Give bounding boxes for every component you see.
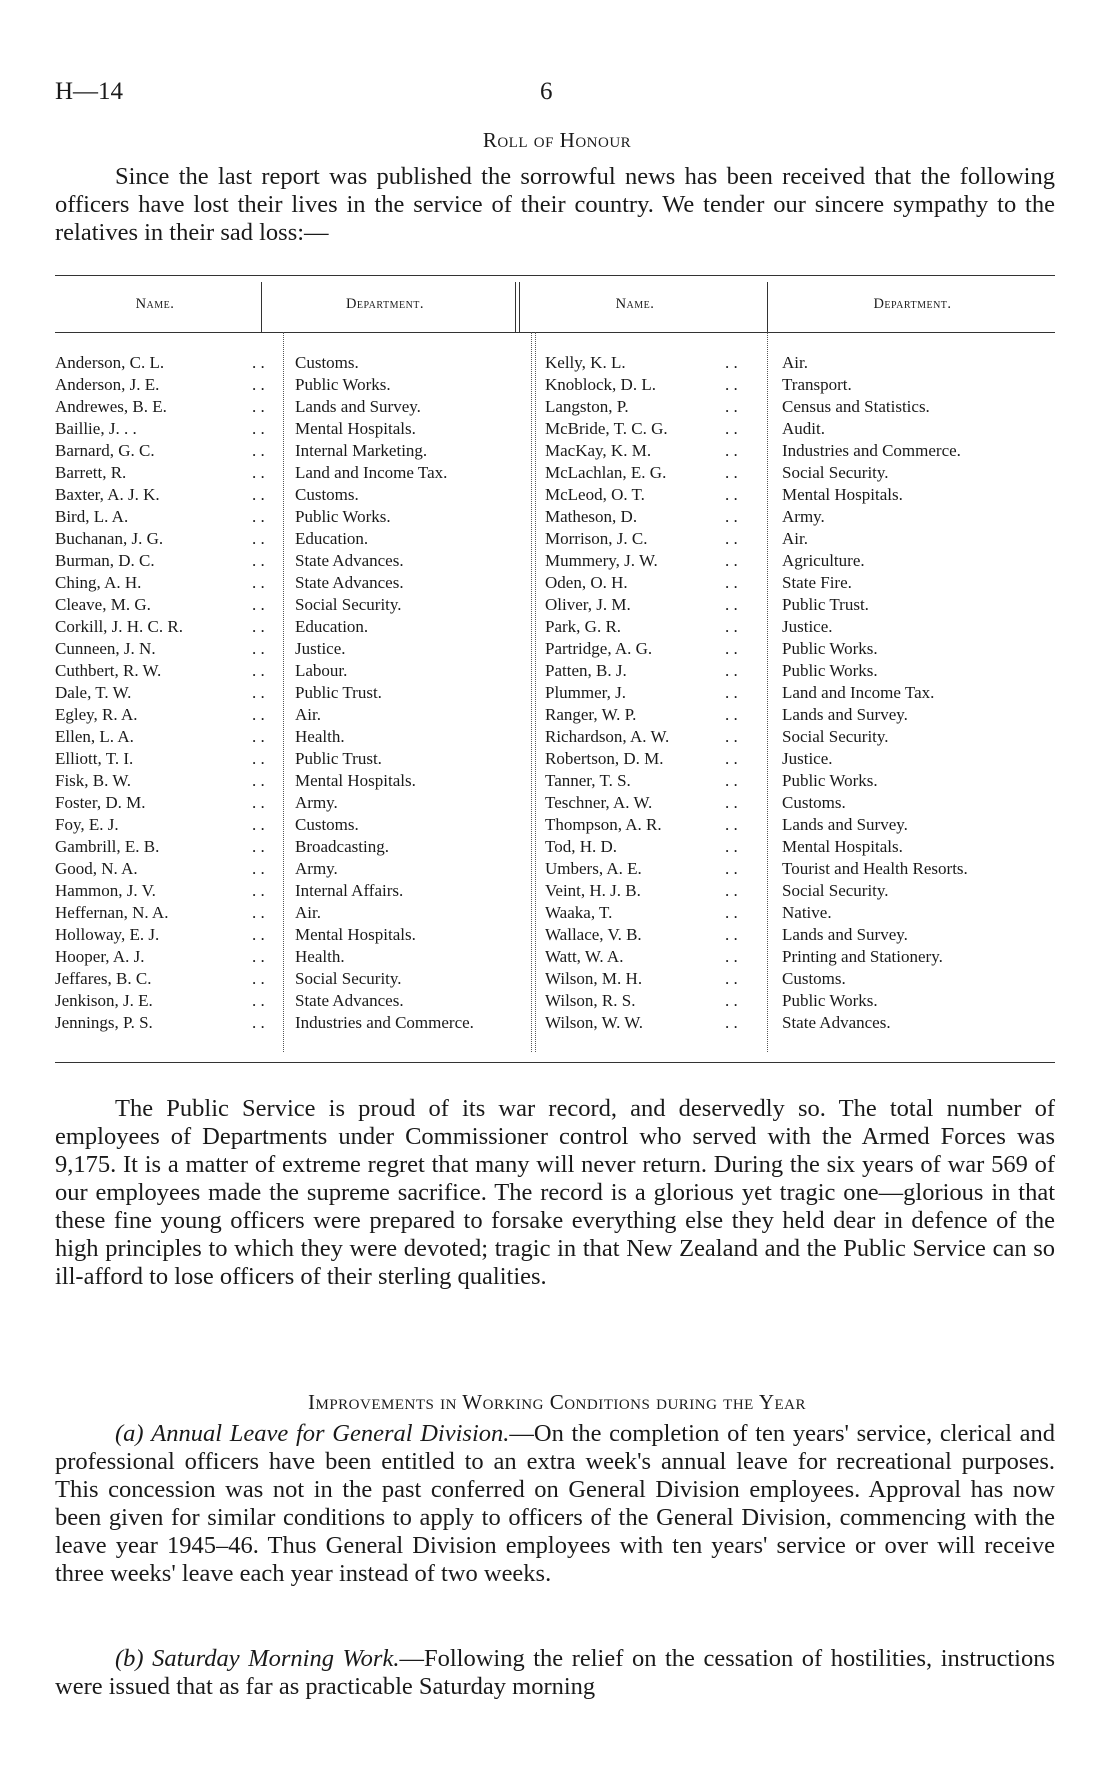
officer-name: Barnard, G. C. xyxy=(55,441,155,460)
leader-dots: . . xyxy=(252,441,265,460)
officer-name: Partridge, A. G. xyxy=(545,639,653,658)
column-header-name-right: Name. xyxy=(615,296,655,312)
leader-dots: . . xyxy=(252,727,265,746)
officer-department: Public Works. xyxy=(295,375,391,394)
right-leader-dots xyxy=(725,352,763,1034)
officer-department: Army. xyxy=(295,793,338,812)
right-departments-column xyxy=(782,352,1055,1034)
officer-department: Mental Hospitals. xyxy=(295,771,416,790)
officer-name: Park, G. R. xyxy=(545,617,622,636)
leader-dots: . . xyxy=(725,837,738,856)
leader-dots: . . xyxy=(252,1013,265,1032)
officer-department: Education. xyxy=(295,529,369,548)
war-record-paragraph: The Public Service is proud of its war record, and deservedly so. The total number of employees of Departments under Commissioner control who served with the Armed Forces was 9,175. It is a matter of extreme regret that many will never return. During the six years of war 569 of our employees made the supreme sacrifice. The record is a glorious yet tragic one—glorious in that these fine young officers were prepared to forsake everything else they held dear in defence of the high principles to which they were devoted; tragic in that New Zealand and the Public Service can so ill-afford to lose officers of their sterling qualities. xyxy=(55,1095,1055,1290)
officer-name: Jenkison, J. E. xyxy=(55,991,153,1010)
leader-dots: . . xyxy=(725,573,738,592)
officer-name: Patten, B. J. xyxy=(545,661,627,680)
officer-name: Egley, R. A. xyxy=(55,705,138,724)
officer-department: State Advances. xyxy=(295,551,404,570)
officer-department: State Advances. xyxy=(782,1013,891,1032)
leader-dots: . . xyxy=(725,529,738,548)
officer-department: Lands and Survey. xyxy=(782,925,908,944)
saturday-work-heading: Saturday Morning Work. xyxy=(152,1645,400,1672)
officer-name: Wilson, M. H. xyxy=(545,969,643,988)
officer-department: Justice. xyxy=(782,749,833,768)
officer-name: Anderson, C. L. xyxy=(55,353,165,372)
officer-department: Land and Income Tax. xyxy=(295,463,448,482)
leader-dots: . . xyxy=(252,859,265,878)
officer-name: Veint, H. J. B. xyxy=(545,881,641,900)
saturday-work-paragraph xyxy=(55,1645,1055,1701)
leader-dots: . . xyxy=(725,749,738,768)
leader-dots: . . xyxy=(252,969,265,988)
leader-dots: . . xyxy=(725,969,738,988)
officer-department: Land and Income Tax. xyxy=(782,683,935,702)
officer-name: Mummery, J. W. xyxy=(545,551,658,570)
officer-name: Plummer, J. xyxy=(545,683,627,702)
officer-department: Health. xyxy=(295,947,345,966)
left-names-column xyxy=(55,352,250,1034)
leader-dots: . . xyxy=(252,595,265,614)
column-header-department-right: Department. xyxy=(873,296,952,312)
leader-dots: . . xyxy=(252,573,265,592)
annual-leave-heading: Annual Leave for General Division. xyxy=(151,1420,510,1447)
leader-dots: . . xyxy=(725,793,738,812)
column-header-name-left: Name. xyxy=(135,296,175,312)
officer-name: McLachlan, E. G. xyxy=(545,463,667,482)
officer-name: Corkill, J. H. C. R. xyxy=(55,617,183,636)
leader-dots: . . xyxy=(252,639,265,658)
leader-dots: . . xyxy=(725,639,738,658)
leader-dots: . . xyxy=(252,991,265,1010)
officer-department: Social Security. xyxy=(782,881,889,900)
officer-name: Bird, L. A. xyxy=(55,507,129,526)
officer-name: Hammon, J. V. xyxy=(55,881,156,900)
leader-dots: . . xyxy=(252,419,265,438)
header-divider xyxy=(767,282,768,332)
officer-department: Justice. xyxy=(295,639,346,658)
officer-department: Customs. xyxy=(782,969,846,988)
leader-dots: . . xyxy=(252,793,265,812)
leader-dots: . . xyxy=(252,925,265,944)
officer-department: Health. xyxy=(295,727,345,746)
officer-name: Knoblock, D. L. xyxy=(545,375,656,394)
roll-of-honour-heading: Roll of Honour xyxy=(482,128,632,152)
column-divider xyxy=(531,332,532,1052)
column-divider xyxy=(767,332,768,1052)
leader-dots: . . xyxy=(252,551,265,570)
leader-dots: . . xyxy=(725,485,738,504)
officer-name: Gambrill, E. B. xyxy=(55,837,160,856)
leader-dots: . . xyxy=(252,749,265,768)
officer-name: Anderson, J. E. xyxy=(55,375,160,394)
leader-dots: . . xyxy=(252,353,265,372)
leader-dots: . . xyxy=(725,727,738,746)
officer-department: Social Security. xyxy=(295,595,402,614)
officer-department: Social Security. xyxy=(295,969,402,988)
leader-dots: . . xyxy=(725,463,738,482)
officer-department: Mental Hospitals. xyxy=(782,485,903,504)
officer-name: Dale, T. W. xyxy=(55,683,132,702)
officer-department: Customs. xyxy=(295,485,359,504)
officer-name: Wilson, R. S. xyxy=(545,991,636,1010)
table-header xyxy=(55,282,1055,332)
officer-name: Waaka, T. xyxy=(545,903,613,922)
officer-name: Foy, E. J. xyxy=(55,815,119,834)
leader-dots: . . xyxy=(725,375,738,394)
officer-name: McLeod, O. T. xyxy=(545,485,645,504)
officer-department: Census and Statistics. xyxy=(782,397,930,416)
leader-dots: . . xyxy=(252,947,265,966)
leader-dots: . . xyxy=(725,1013,738,1032)
officer-department: State Advances. xyxy=(295,573,404,592)
document-reference: H—14 xyxy=(55,78,124,105)
officer-department: State Advances. xyxy=(295,991,404,1010)
leader-dots: . . xyxy=(252,463,265,482)
right-names-column xyxy=(545,352,725,1034)
officer-department: Transport. xyxy=(782,375,852,394)
roll-intro-paragraph: Since the last report was published the sorrowful news has been received that the following officers have lost their lives in the service of their country. We tender our sincere sympathy to the relatives in their sad loss:— xyxy=(55,163,1055,246)
leader-dots: . . xyxy=(252,529,265,548)
officer-name: Baxter, A. J. K. xyxy=(55,485,160,504)
officer-department: Army. xyxy=(782,507,825,526)
leader-dots: . . xyxy=(252,661,265,680)
officer-department: Lands and Survey. xyxy=(782,815,908,834)
leader-dots: . . xyxy=(725,419,738,438)
officer-name: Jennings, P. S. xyxy=(55,1013,153,1032)
leader-dots: . . xyxy=(252,617,265,636)
officer-department: Agriculture. xyxy=(782,551,865,570)
officer-name: Fisk, B. W. xyxy=(55,771,132,790)
officer-name: Good, N. A. xyxy=(55,859,138,878)
improvements-heading: Improvements in Working Conditions during the Year xyxy=(308,1390,806,1414)
officer-name: Cunneen, J. N. xyxy=(55,639,156,658)
leader-dots: . . xyxy=(252,683,265,702)
officer-name: Wilson, W. W. xyxy=(545,1013,644,1032)
annual-leave-paragraph xyxy=(55,1420,1055,1588)
officer-department: Customs. xyxy=(782,793,846,812)
officer-name: Langston, P. xyxy=(545,397,629,416)
officer-department: Lands and Survey. xyxy=(782,705,908,724)
officer-department: Public Works. xyxy=(782,661,878,680)
leader-dots: . . xyxy=(252,771,265,790)
header-divider xyxy=(515,282,516,332)
leader-dots: . . xyxy=(725,551,738,570)
officer-department: Broadcasting. xyxy=(295,837,389,856)
officer-name: Hooper, A. J. xyxy=(55,947,145,966)
officer-department: Customs. xyxy=(295,353,359,372)
leader-dots: . . xyxy=(725,683,738,702)
table-bottom-rule xyxy=(55,1062,1055,1063)
officer-department: Education. xyxy=(295,617,369,636)
leader-dots: . . xyxy=(725,661,738,680)
officer-department: Public Trust. xyxy=(295,683,382,702)
leader-dots: . . xyxy=(252,881,265,900)
leader-dots: . . xyxy=(725,859,738,878)
officer-department: Industries and Commerce. xyxy=(782,441,961,460)
leader-dots: . . xyxy=(252,705,265,724)
officer-name: Teschner, A. W. xyxy=(545,793,653,812)
officer-name: Burman, D. C. xyxy=(55,551,155,570)
officer-department: Air. xyxy=(295,903,321,922)
roll-table xyxy=(55,352,1055,1057)
officer-department: Internal Affairs. xyxy=(295,881,404,900)
officer-name: Baillie, J. . . xyxy=(55,419,137,438)
item-b-label: (b) xyxy=(115,1645,144,1672)
officer-department: Social Security. xyxy=(782,463,889,482)
officer-name: Umbers, A. E. xyxy=(545,859,642,878)
leader-dots: . . xyxy=(725,903,738,922)
column-header-department-left: Department. xyxy=(345,296,425,312)
officer-department: Justice. xyxy=(782,617,833,636)
officer-department: Air. xyxy=(782,353,808,372)
annual-leave-text: —On the completion of ten years' service, clerical and professional officers have been entitled to an extra week's annual leave for recreational purposes. This concession was not in the past conferred on General Division employees. Approval has now been given for similar conditions to apply to officers of the General Division, commencing with the leave year 1945–46. Thus General Division employees with ten years' service or over will receive three weeks' leave each year instead of two weeks. xyxy=(55,1420,1056,1587)
officer-department: Mental Hospitals. xyxy=(295,419,416,438)
left-leader-dots xyxy=(252,352,278,1034)
officer-department: Native. xyxy=(782,903,832,922)
leader-dots: . . xyxy=(725,441,738,460)
officer-name: Elliott, T. I. xyxy=(55,749,134,768)
left-departments-column xyxy=(295,352,520,1056)
officer-department: Public Trust. xyxy=(782,595,869,614)
officer-department: Public Works. xyxy=(782,991,878,1010)
officer-name: Cuthbert, R. W. xyxy=(55,661,162,680)
officer-department: Social Security. xyxy=(782,727,889,746)
officer-department: Air. xyxy=(782,529,808,548)
officer-department: Mental Hospitals. xyxy=(782,837,903,856)
officer-department: Public Works. xyxy=(295,507,391,526)
officer-department: Customs. xyxy=(295,815,359,834)
officer-name: Robertson, D. M. xyxy=(545,749,664,768)
officer-department: Air. xyxy=(295,705,321,724)
officer-name: Morrison, J. C. xyxy=(545,529,648,548)
officer-department: Tourist and Health Resorts. xyxy=(782,859,968,878)
officer-name: Andrewes, B. E. xyxy=(55,397,167,416)
officer-name: Barrett, R. xyxy=(55,463,127,482)
table-header-rule xyxy=(55,332,1055,333)
officer-department: Printing and Stationery. xyxy=(782,947,943,966)
leader-dots: . . xyxy=(252,903,265,922)
officer-name: Kelly, K. L. xyxy=(545,353,626,372)
leader-dots: . . xyxy=(252,507,265,526)
officer-name: Watt, W. A. xyxy=(545,947,624,966)
officer-name: Cleave, M. G. xyxy=(55,595,151,614)
officer-department: Public Works. xyxy=(782,771,878,790)
page-header xyxy=(55,78,1055,118)
column-divider xyxy=(535,332,536,1052)
officer-name: Oden, O. H. xyxy=(545,573,628,592)
officer-name: Buchanan, J. G. xyxy=(55,529,164,548)
officer-name: Tanner, T. S. xyxy=(545,771,631,790)
header-divider xyxy=(261,282,262,332)
leader-dots: . . xyxy=(725,397,738,416)
officer-name: Thompson, A. R. xyxy=(545,815,662,834)
officer-name: Matheson, D. xyxy=(545,507,638,526)
leader-dots: . . xyxy=(725,815,738,834)
officer-department: Audit. xyxy=(782,419,825,438)
officer-name: Heffernan, N. A. xyxy=(55,903,169,922)
officer-name: Holloway, E. J. xyxy=(55,925,160,944)
leader-dots: . . xyxy=(252,397,265,416)
officer-name: Jeffares, B. C. xyxy=(55,969,152,988)
officer-department: Internal Marketing. xyxy=(295,441,428,460)
officer-department: Labour. xyxy=(295,661,348,680)
officer-name: Richardson, A. W. xyxy=(545,727,670,746)
page-number: 6 xyxy=(540,78,553,105)
saturday-work-text: —Following the relief on the cessation of hostilities, instructions were issued that as far as practicable Saturday morning xyxy=(55,1645,1056,1700)
officer-name: Oliver, J. M. xyxy=(545,595,631,614)
officer-department: Army. xyxy=(295,859,338,878)
officer-department: Public Works. xyxy=(782,639,878,658)
officer-name: Tod, H. D. xyxy=(545,837,618,856)
leader-dots: . . xyxy=(252,485,265,504)
leader-dots: . . xyxy=(252,837,265,856)
leader-dots: . . xyxy=(252,375,265,394)
officer-name: Foster, D. M. xyxy=(55,793,146,812)
table-top-rule xyxy=(55,275,1055,276)
officer-name: MacKay, K. M. xyxy=(545,441,652,460)
leader-dots: . . xyxy=(725,617,738,636)
officer-department: Mental Hospitals. xyxy=(295,925,416,944)
leader-dots: . . xyxy=(725,771,738,790)
item-a-label: (a) xyxy=(115,1420,144,1447)
officer-name: Ching, A. H. xyxy=(55,573,142,592)
leader-dots: . . xyxy=(725,947,738,966)
officer-name: Ellen, L. A. xyxy=(55,727,134,746)
leader-dots: . . xyxy=(725,925,738,944)
officer-department: State Fire. xyxy=(782,573,852,592)
header-divider xyxy=(519,282,520,332)
officer-department: Lands and Survey. xyxy=(295,397,421,416)
officer-department: Public Trust. xyxy=(295,749,382,768)
column-divider xyxy=(283,332,284,1052)
officer-department: Industries and Commerce. xyxy=(295,1013,474,1032)
officer-name: McBride, T. C. G. xyxy=(545,419,668,438)
officer-name: Wallace, V. B. xyxy=(545,925,642,944)
leader-dots: . . xyxy=(725,507,738,526)
leader-dots: . . xyxy=(725,991,738,1010)
leader-dots: . . xyxy=(725,705,738,724)
leader-dots: . . xyxy=(252,815,265,834)
leader-dots: . . xyxy=(725,881,738,900)
leader-dots: . . xyxy=(725,353,738,372)
leader-dots: . . xyxy=(725,595,738,614)
officer-name: Ranger, W. P. xyxy=(545,705,637,724)
